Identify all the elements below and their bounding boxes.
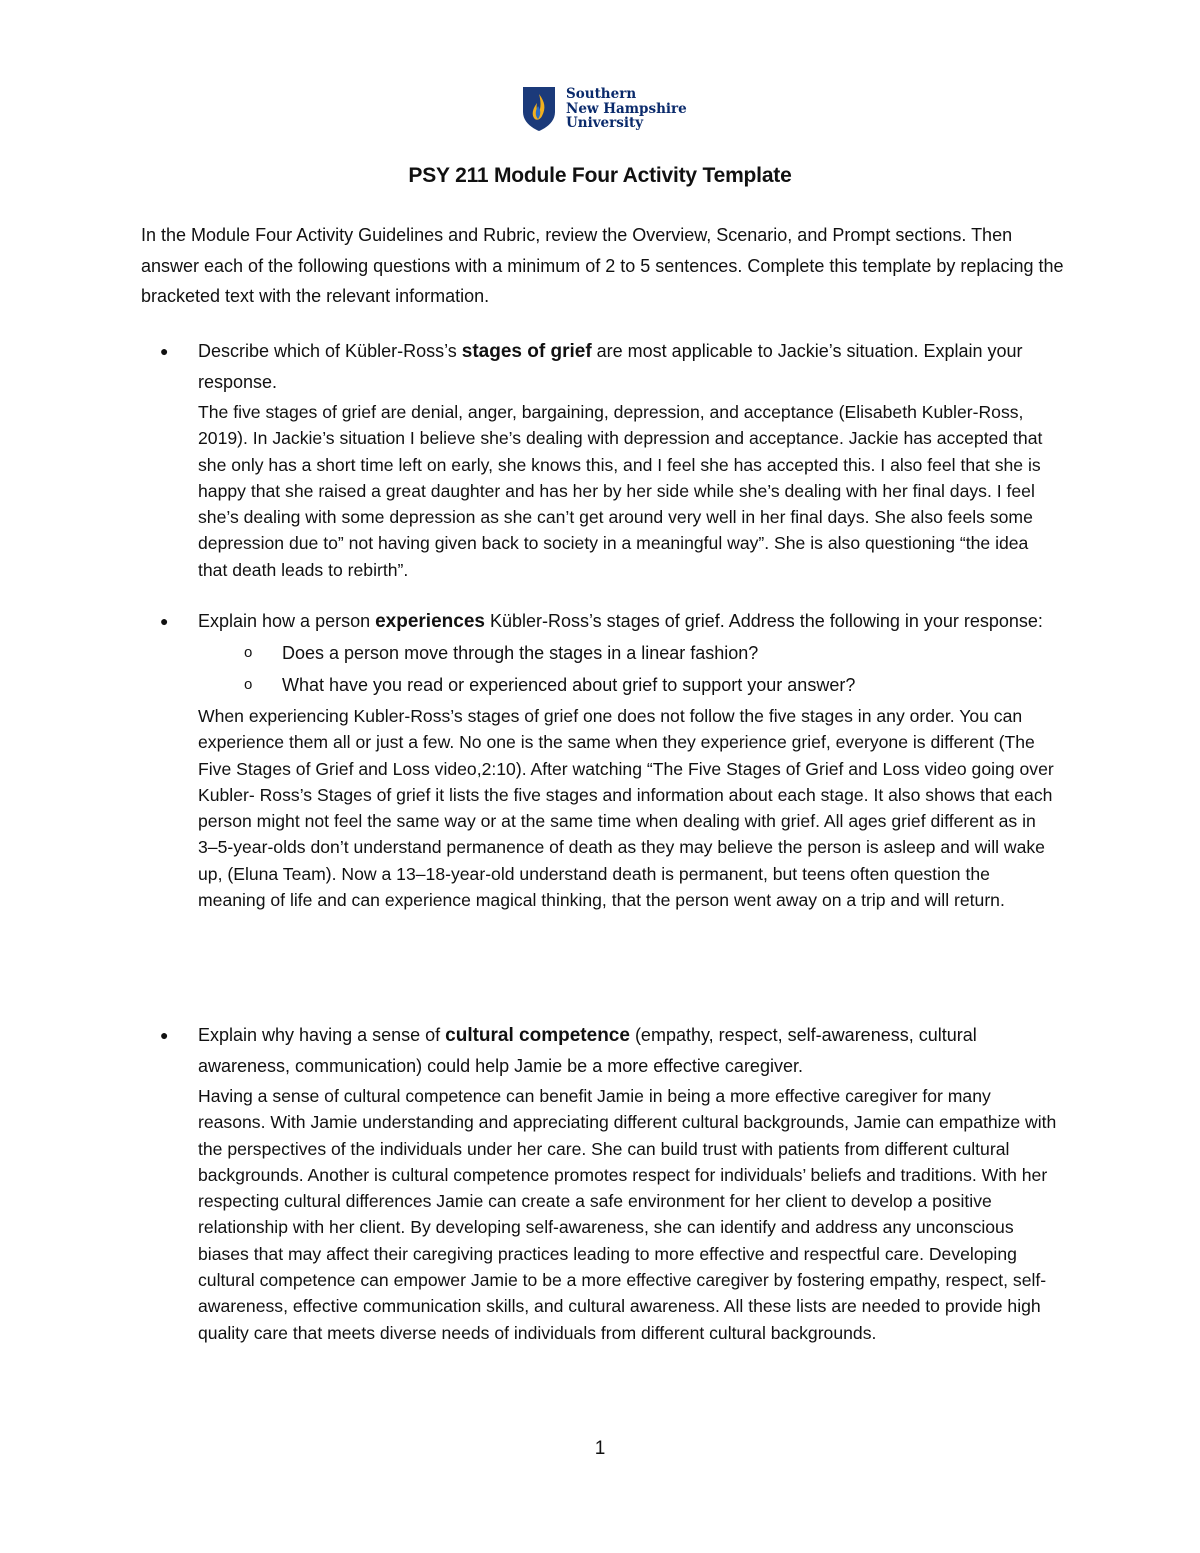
logo-line-1: Southern <box>566 86 637 103</box>
question-3-text: Explain why having a sense of cultural competence (empathy, respect, self-awareness, cultural awareness, communication) could help Jamie be a more effective caregiver. <box>198 1025 977 1076</box>
intro-paragraph: In the Module Four Activity Guidelines and Rubric, review the Overview, Scenario, and Prompt sections. Then answer each of the following questions with a minimum of 2 to 5 sentences. Complete this template by replacing the bracketed text with the relevant information. <box>141 225 1064 306</box>
bullet-icon: ● <box>160 343 169 359</box>
answer-1: The five stages of grief are denial, anger, bargaining, depression, and acceptance (Elisabeth Kubler-Ross, 2019). In Jackie’s situation I believe she’s dealing with depression and acceptance. Jackie has accepted that she only has a short time left on early, she knows this, and I feel she has accepted this. I also feel that she is happy that she raised a great daughter and has her by her side while she’s dealing with her final days. I feel she’s dealing with some depression as she can’t get around very well in her final days. She also feels some depression due to” not having given back to society in a meaningful way”. She is also questioning “the idea that death leads to rebirth”. <box>198 402 1043 580</box>
question-3 <box>160 1020 1060 1346</box>
question-2 <box>160 606 1060 913</box>
circle-bullet-icon: o <box>244 644 253 661</box>
answer-3: Having a sense of cultural competence can benefit Jamie in being a more effective caregiver for many reasons. With Jamie understanding and appreciating different cultural backgrounds, Jamie can empathize with the perspectives of the individuals under her care. She can build trust with patients from different cultural backgrounds. Another is cultural competence promotes respect for individuals’ beliefs and traditions. With her respecting cultural differences Jamie can create a safe environment for her client to develop a positive relationship with her client. By developing self-awareness, she can identify and address any unconscious biases that may affect their caregiving practices leading to more effective and respectful care. Developing cultural competence can empower Jamie to be a more effective caregiver by fostering empathy, respect, self- awareness, effective communication skills, and cultural awareness. All these lists are needed to provide high quality care that meets diverse needs of individuals from different cultural backgrounds. <box>198 1086 1057 1343</box>
sub-question-1: o Does a person move through the stages in a linear fashion? <box>244 637 1060 669</box>
page-number: 1 <box>594 1438 606 1459</box>
bullet-icon: ● <box>160 1027 169 1043</box>
question-1-text: Describe which of Kübler-Ross’s stages of grief are most applicable to Jackie’s situation. Explain your response. <box>198 341 1023 392</box>
sub-question-2: o What have you read or experienced about grief to support your answer? <box>244 669 1060 701</box>
answer-2: When experiencing Kubler-Ross’s stages of grief one does not follow the five stages in any order. You can experience them all or just a few. No one is the same when they experience grief, everyone is different (The Five Stages of Grief and Loss video,2:10). After watching “The Five Stages of Grief and Loss video going over Kubler- Ross’s Stages of grief it lists the five stages and information about each stage. It also shows that each person might not feel the same way or at the same time when dealing with grief. All ages grief different as in 3–5-year-olds don’t understand permanence of death as they may believe the person is asleep and will wake up, (Eluna Team). Now a 13–18-year-old understand death is permanent, but teens often question the meaning of life and can experience magical thinking, that the person went away on a trip and will return. <box>198 706 1054 911</box>
question-2-text: Explain how a person experiences Kübler-Ross’s stages of grief. Address the following in your response: <box>198 611 1043 632</box>
logo-line-3: University <box>566 115 644 132</box>
university-logo <box>522 84 702 134</box>
question-1 <box>160 336 1060 583</box>
shield-flame-icon <box>522 86 556 132</box>
document-title: PSY 211 Module Four Activity Template <box>408 164 792 187</box>
bullet-icon: ● <box>160 613 169 629</box>
logo-line-2: New Hampshire <box>566 100 687 117</box>
circle-bullet-icon: o <box>244 676 253 693</box>
